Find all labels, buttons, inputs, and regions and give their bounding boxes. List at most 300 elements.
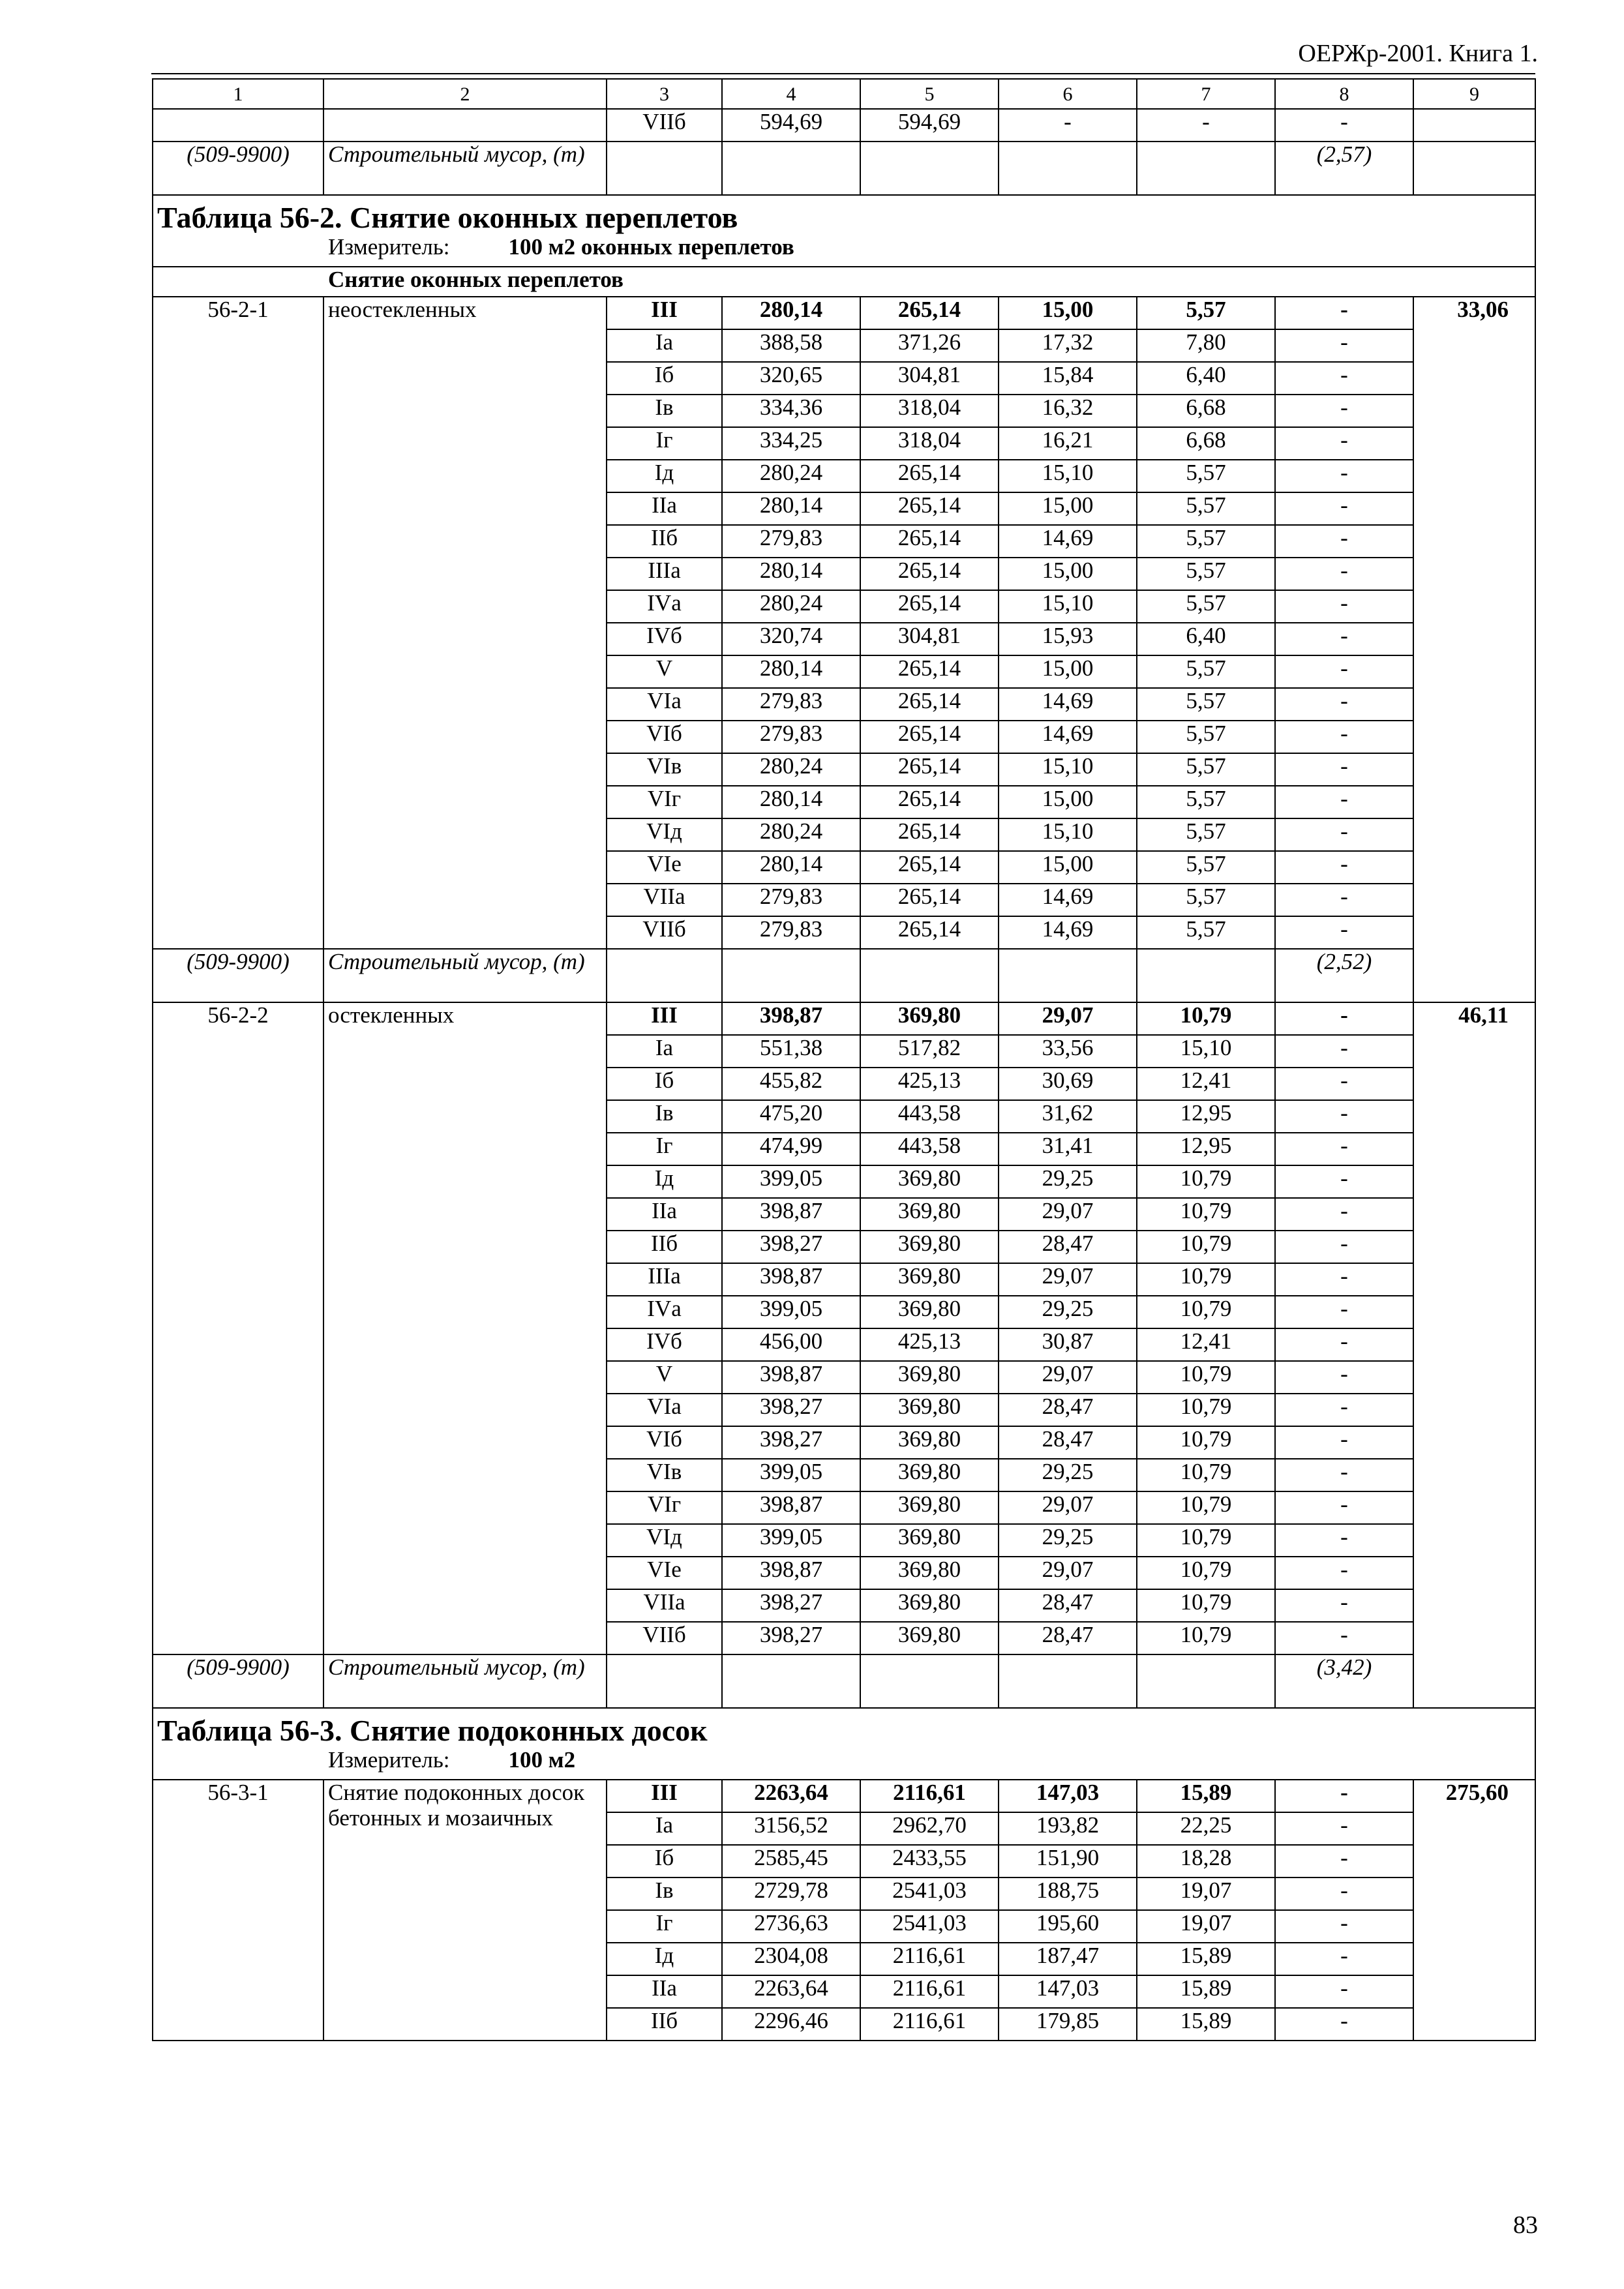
value-cell-v4: 551,38 bbox=[722, 1035, 860, 1068]
total-cell: 33,06 bbox=[1413, 297, 1535, 1002]
value-cell-v4: 398,87 bbox=[722, 1002, 860, 1035]
value-cell-v7: 18,28 bbox=[1137, 1845, 1275, 1878]
zone-cell: IIа bbox=[607, 492, 722, 525]
waste-row bbox=[153, 949, 1535, 1002]
value-cell-v7: 5,57 bbox=[1137, 721, 1275, 753]
column-number: 7 bbox=[1137, 79, 1275, 109]
waste-value bbox=[1275, 1654, 1413, 1708]
value-cell-v8: - bbox=[1275, 655, 1413, 688]
value-cell-v4: 3156,52 bbox=[722, 1812, 860, 1845]
item-code: 56-2-1 bbox=[153, 297, 323, 949]
value-cell-v5: 443,58 bbox=[860, 1100, 999, 1133]
empty-cell bbox=[722, 949, 860, 1002]
zone-cell: VIIа bbox=[607, 1589, 722, 1622]
zone-cell: Iв bbox=[607, 1100, 722, 1133]
total-cell: 275,60 bbox=[1413, 1780, 1535, 2041]
measure-label: Измеритель: bbox=[328, 235, 450, 260]
zone-cell: Iд bbox=[607, 1943, 722, 1975]
column-number: 4 bbox=[722, 79, 860, 109]
value-cell-v4: 280,14 bbox=[722, 655, 860, 688]
value-cell-v4: 594,69 bbox=[722, 109, 860, 142]
zone-cell: V bbox=[607, 1361, 722, 1394]
value-cell-v7: 5,57 bbox=[1137, 916, 1275, 949]
value-cell-v8: - bbox=[1275, 1328, 1413, 1361]
zone-cell: IIIа bbox=[607, 558, 722, 590]
waste-code bbox=[153, 949, 323, 1002]
code-cell bbox=[153, 109, 323, 142]
value-cell-v8: - bbox=[1275, 753, 1413, 786]
value-cell-v7: 10,79 bbox=[1137, 1002, 1275, 1035]
column-number: 2 bbox=[323, 79, 607, 109]
zone-cell: Iб bbox=[607, 362, 722, 395]
zone-cell: IVа bbox=[607, 1296, 722, 1328]
zone-cell: VIг bbox=[607, 1491, 722, 1524]
value-cell-v8: - bbox=[1275, 1622, 1413, 1654]
value-cell-v6: - bbox=[999, 109, 1137, 142]
value-cell-v5: 265,14 bbox=[860, 786, 999, 818]
waste-code bbox=[153, 142, 323, 195]
value-cell-v8: - bbox=[1275, 1035, 1413, 1068]
column-number: 8 bbox=[1275, 79, 1413, 109]
zone-cell: Iд bbox=[607, 460, 722, 492]
value-cell-v7: 10,79 bbox=[1137, 1459, 1275, 1491]
value-cell-v4: 280,24 bbox=[722, 460, 860, 492]
value-cell-v8: - bbox=[1275, 2008, 1413, 2041]
value-cell-v4: 398,87 bbox=[722, 1263, 860, 1296]
value-cell-v7: 6,40 bbox=[1137, 623, 1275, 655]
value-cell-v4: 474,99 bbox=[722, 1133, 860, 1165]
value-cell-v7: 5,57 bbox=[1137, 460, 1275, 492]
value-cell-v8: - bbox=[1275, 1426, 1413, 1459]
value-cell-v5: 265,14 bbox=[860, 655, 999, 688]
measure-row bbox=[153, 235, 1535, 267]
value-cell-v4: 2736,63 bbox=[722, 1910, 860, 1943]
value-cell-v7: 6,68 bbox=[1137, 395, 1275, 427]
value-cell-v8: - bbox=[1275, 1910, 1413, 1943]
empty-cell bbox=[999, 949, 1137, 1002]
value-cell-v4: 280,14 bbox=[722, 851, 860, 884]
value-cell-v4: 398,27 bbox=[722, 1426, 860, 1459]
column-number: 5 bbox=[860, 79, 999, 109]
zone-cell: VIе bbox=[607, 851, 722, 884]
name-cell bbox=[323, 109, 607, 142]
value-cell-v4: 455,82 bbox=[722, 1068, 860, 1100]
value-cell-v6: 30,69 bbox=[999, 1068, 1137, 1100]
measure-label: Измеритель: bbox=[328, 1748, 450, 1773]
empty-cell bbox=[607, 1654, 722, 1708]
value-cell-v5: 265,14 bbox=[860, 492, 999, 525]
value-cell-v8: - bbox=[1275, 1780, 1413, 1812]
value-cell-v6: 15,00 bbox=[999, 786, 1137, 818]
zone-cell: Iг bbox=[607, 427, 722, 460]
value-cell-v7: 5,57 bbox=[1137, 590, 1275, 623]
value-cell-v5: 265,14 bbox=[860, 916, 999, 949]
empty-cell bbox=[999, 1654, 1137, 1708]
zone-cell: Iа bbox=[607, 1035, 722, 1068]
value-cell-v7: 10,79 bbox=[1137, 1557, 1275, 1589]
value-cell-v5: 2541,03 bbox=[860, 1878, 999, 1910]
value-cell-v6: 14,69 bbox=[999, 916, 1137, 949]
zone-cell: IVб bbox=[607, 623, 722, 655]
value-cell-v5: 369,80 bbox=[860, 1589, 999, 1622]
value-cell-v8: - bbox=[1275, 818, 1413, 851]
value-cell-v4: 398,87 bbox=[722, 1198, 860, 1231]
measure-unit: 100 м2 оконных переплетов bbox=[508, 235, 794, 260]
zone-cell: Iб bbox=[607, 1845, 722, 1878]
value-cell-v7: 5,57 bbox=[1137, 492, 1275, 525]
zone-cell: IIа bbox=[607, 1198, 722, 1231]
value-cell-v5: 369,80 bbox=[860, 1296, 999, 1328]
empty-cell bbox=[999, 142, 1137, 195]
value-cell-v5: 2116,61 bbox=[860, 1943, 999, 1975]
waste-name-text: Строительный мусор, (т) bbox=[328, 949, 585, 974]
value-cell-v6: 29,07 bbox=[999, 1263, 1137, 1296]
value-cell-v6: 193,82 bbox=[999, 1812, 1137, 1845]
value-cell-v5: 371,26 bbox=[860, 329, 999, 362]
value-cell-v7: 12,95 bbox=[1137, 1133, 1275, 1165]
subheading bbox=[153, 267, 1535, 297]
value-cell-v8: - bbox=[1275, 460, 1413, 492]
value-cell-v5: 369,80 bbox=[860, 1622, 999, 1654]
table-title: Таблица 56-3. Снятие подоконных досок bbox=[153, 1708, 1535, 1748]
value-cell-v8: - bbox=[1275, 1198, 1413, 1231]
value-cell-v8: - bbox=[1275, 1943, 1413, 1975]
value-cell-v4: 2729,78 bbox=[722, 1878, 860, 1910]
rates-table bbox=[152, 78, 1536, 2041]
zone-cell: III bbox=[607, 297, 722, 329]
item-name: остекленных bbox=[323, 1002, 607, 1654]
value-cell-v6: 28,47 bbox=[999, 1589, 1137, 1622]
value-cell-v5: 265,14 bbox=[860, 688, 999, 721]
zone-cell: IIIа bbox=[607, 1263, 722, 1296]
value-cell-v8: - bbox=[1275, 1394, 1413, 1426]
zone-cell: VIб bbox=[607, 1426, 722, 1459]
value-cell-v5: 265,14 bbox=[860, 558, 999, 590]
empty-cell bbox=[1413, 142, 1535, 195]
waste-name-text: Строительный мусор, (т) bbox=[328, 1654, 585, 1680]
value-cell-v5: 369,80 bbox=[860, 1002, 999, 1035]
waste-name-text: Строительный мусор, (т) bbox=[328, 142, 585, 167]
value-cell-v6: 29,07 bbox=[999, 1198, 1137, 1231]
value-cell-v7: 15,89 bbox=[1137, 1943, 1275, 1975]
waste-row bbox=[153, 1654, 1535, 1708]
value-cell-v8: - bbox=[1275, 1133, 1413, 1165]
table-title-row bbox=[153, 195, 1535, 235]
zone-cell: IVб bbox=[607, 1328, 722, 1361]
value-cell-v4: 398,27 bbox=[722, 1394, 860, 1426]
zone-cell: IIб bbox=[607, 1231, 722, 1263]
value-cell-v6: 15,10 bbox=[999, 818, 1137, 851]
value-cell-v6: 28,47 bbox=[999, 1426, 1137, 1459]
value-cell-v6: 14,69 bbox=[999, 721, 1137, 753]
zone-cell: VIв bbox=[607, 1459, 722, 1491]
empty-cell bbox=[1137, 142, 1275, 195]
value-cell-v7: 10,79 bbox=[1137, 1524, 1275, 1557]
value-cell-v8: - bbox=[1275, 362, 1413, 395]
zone-cell: VIа bbox=[607, 1394, 722, 1426]
value-cell-v4: 2304,08 bbox=[722, 1943, 860, 1975]
empty-cell bbox=[860, 142, 999, 195]
value-cell-v8: - bbox=[1275, 786, 1413, 818]
value-cell-v8: - bbox=[1275, 1296, 1413, 1328]
value-cell-v8: - bbox=[1275, 1002, 1413, 1035]
value-cell-v4: 2263,64 bbox=[722, 1975, 860, 2008]
value-cell-v7: 10,79 bbox=[1137, 1198, 1275, 1231]
table-row bbox=[153, 297, 1535, 329]
value-cell-v5: 425,13 bbox=[860, 1068, 999, 1100]
measure-line bbox=[153, 1748, 1535, 1780]
value-cell-v4: 279,83 bbox=[722, 688, 860, 721]
zone-cell: VIа bbox=[607, 688, 722, 721]
table-row bbox=[153, 1002, 1535, 1035]
table-row bbox=[153, 1780, 1535, 1812]
empty-cell bbox=[607, 949, 722, 1002]
empty-cell bbox=[1137, 949, 1275, 1002]
value-cell-v6: 29,07 bbox=[999, 1002, 1137, 1035]
zone-cell: VIд bbox=[607, 818, 722, 851]
value-cell-v6: 14,69 bbox=[999, 525, 1137, 558]
value-cell-v4: 279,83 bbox=[722, 525, 860, 558]
value-cell-v5: 318,04 bbox=[860, 395, 999, 427]
value-cell-v6: 29,07 bbox=[999, 1557, 1137, 1589]
empty-cell bbox=[722, 142, 860, 195]
zone-cell: IIа bbox=[607, 1975, 722, 2008]
value-cell-v8: - bbox=[1275, 851, 1413, 884]
value-cell-v6: 188,75 bbox=[999, 1878, 1137, 1910]
value-cell-v7: 5,57 bbox=[1137, 558, 1275, 590]
zone-cell: VIб bbox=[607, 721, 722, 753]
value-cell-v7: 5,57 bbox=[1137, 525, 1275, 558]
zone-cell: Iа bbox=[607, 329, 722, 362]
value-cell-v6: 14,69 bbox=[999, 884, 1137, 916]
value-cell-v4: 280,24 bbox=[722, 753, 860, 786]
zone-cell: Iв bbox=[607, 395, 722, 427]
value-cell-v6: 15,00 bbox=[999, 492, 1137, 525]
waste-name bbox=[323, 1654, 607, 1708]
value-cell-v4: 280,24 bbox=[722, 818, 860, 851]
value-cell-v4: 398,27 bbox=[722, 1622, 860, 1654]
value-cell-v5: 594,69 bbox=[860, 109, 999, 142]
value-cell-v8: - bbox=[1275, 1589, 1413, 1622]
value-cell-v5: 265,14 bbox=[860, 460, 999, 492]
value-cell-v8: - bbox=[1275, 721, 1413, 753]
value-cell-v8: - bbox=[1275, 884, 1413, 916]
zone-cell: VIд bbox=[607, 1524, 722, 1557]
zone-cell: IIб bbox=[607, 2008, 722, 2041]
value-cell-v7: 5,57 bbox=[1137, 851, 1275, 884]
column-number: 9 bbox=[1413, 79, 1535, 109]
value-cell-v7: 10,79 bbox=[1137, 1296, 1275, 1328]
measure-unit: 100 м2 bbox=[508, 1748, 576, 1773]
value-cell-v8: - bbox=[1275, 525, 1413, 558]
value-cell-v7: 19,07 bbox=[1137, 1878, 1275, 1910]
value-cell-v4: 279,83 bbox=[722, 721, 860, 753]
value-cell-v5: 2116,61 bbox=[860, 1975, 999, 2008]
value-cell-v6: 31,41 bbox=[999, 1133, 1137, 1165]
value-cell-v4: 280,14 bbox=[722, 492, 860, 525]
zone-cell: Iа bbox=[607, 1812, 722, 1845]
value-cell-v7: 10,79 bbox=[1137, 1426, 1275, 1459]
value-cell-v4: 2585,45 bbox=[722, 1845, 860, 1878]
waste-name bbox=[323, 949, 607, 1002]
value-cell-v6: 151,90 bbox=[999, 1845, 1137, 1878]
value-cell-v7: 12,41 bbox=[1137, 1068, 1275, 1100]
item-code: 56-3-1 bbox=[153, 1780, 323, 2041]
value-cell-v5: 265,14 bbox=[860, 721, 999, 753]
value-cell-v5: 2962,70 bbox=[860, 1812, 999, 1845]
zone-cell: VIе bbox=[607, 1557, 722, 1589]
value-cell-v4: 279,83 bbox=[722, 884, 860, 916]
value-cell-v8: - bbox=[1275, 1524, 1413, 1557]
value-cell-v6: 29,25 bbox=[999, 1296, 1137, 1328]
value-cell-v7: 5,57 bbox=[1137, 786, 1275, 818]
value-cell-v7: 7,80 bbox=[1137, 329, 1275, 362]
value-cell-v6: 29,07 bbox=[999, 1361, 1137, 1394]
value-cell-v8: - bbox=[1275, 1878, 1413, 1910]
value-cell-v8: - bbox=[1275, 1812, 1413, 1845]
value-cell-v5: 369,80 bbox=[860, 1557, 999, 1589]
value-cell-v4: 399,05 bbox=[722, 1459, 860, 1491]
value-cell-v8: - bbox=[1275, 623, 1413, 655]
column-number-row bbox=[153, 79, 1535, 109]
value-cell-v8: - bbox=[1275, 329, 1413, 362]
value-cell-v7: 5,57 bbox=[1137, 753, 1275, 786]
value-cell-v4: 334,36 bbox=[722, 395, 860, 427]
value-cell-v7: 15,89 bbox=[1137, 1975, 1275, 2008]
value-cell-v8: - bbox=[1275, 558, 1413, 590]
zone-cell: Iг bbox=[607, 1133, 722, 1165]
value-cell-v5: 369,80 bbox=[860, 1361, 999, 1394]
value-cell-v7: 10,79 bbox=[1137, 1263, 1275, 1296]
value-cell-v8: - bbox=[1275, 395, 1413, 427]
value-cell-v6: 31,62 bbox=[999, 1100, 1137, 1133]
value-cell-v5: 369,80 bbox=[860, 1459, 999, 1491]
value-cell-v5: 443,58 bbox=[860, 1133, 999, 1165]
waste-code-text: (509-9900) bbox=[187, 949, 290, 974]
value-cell-v6: 179,85 bbox=[999, 2008, 1137, 2041]
value-cell-v7: 12,41 bbox=[1137, 1328, 1275, 1361]
value-cell-v5: 265,14 bbox=[860, 297, 999, 329]
value-cell-v5: 369,80 bbox=[860, 1263, 999, 1296]
value-cell-v5: 265,14 bbox=[860, 590, 999, 623]
empty-cell bbox=[860, 1654, 999, 1708]
value-cell-v6: 16,21 bbox=[999, 427, 1137, 460]
value-cell-v7: 6,40 bbox=[1137, 362, 1275, 395]
value-cell-v7: 5,57 bbox=[1137, 884, 1275, 916]
value-cell-v7: 15,89 bbox=[1137, 2008, 1275, 2041]
value-cell-v4: 2263,64 bbox=[722, 1780, 860, 1812]
value-cell-v7: 10,79 bbox=[1137, 1394, 1275, 1426]
value-cell-v5: 265,14 bbox=[860, 884, 999, 916]
value-cell-v4: 475,20 bbox=[722, 1100, 860, 1133]
value-cell-v6: 29,25 bbox=[999, 1524, 1137, 1557]
item-code: 56-2-2 bbox=[153, 1002, 323, 1654]
value-cell-v4: 334,25 bbox=[722, 427, 860, 460]
value-cell-v6: 29,25 bbox=[999, 1165, 1137, 1198]
value-cell-v7: 10,79 bbox=[1137, 1622, 1275, 1654]
value-cell-v6: 147,03 bbox=[999, 1975, 1137, 2008]
value-cell-v6: 15,93 bbox=[999, 623, 1137, 655]
value-cell-v8: - bbox=[1275, 1491, 1413, 1524]
column-number: 1 bbox=[153, 79, 323, 109]
value-cell-v4: 280,14 bbox=[722, 297, 860, 329]
value-cell-v4: 388,58 bbox=[722, 329, 860, 362]
value-cell-v4: 398,87 bbox=[722, 1491, 860, 1524]
column-number: 6 bbox=[999, 79, 1137, 109]
waste-code-text: (509-9900) bbox=[187, 142, 290, 167]
running-header: ОЕРЖр-2001. Книга 1. bbox=[1298, 40, 1538, 67]
zone-cell: VIIб bbox=[607, 109, 722, 142]
value-cell-v7: 12,95 bbox=[1137, 1100, 1275, 1133]
value-cell-v4: 398,87 bbox=[722, 1557, 860, 1589]
waste-code bbox=[153, 1654, 323, 1708]
value-cell-v5: 2116,61 bbox=[860, 2008, 999, 2041]
value-cell-v5: 318,04 bbox=[860, 427, 999, 460]
measure-row bbox=[153, 1748, 1535, 1780]
value-cell-v6: 15,00 bbox=[999, 851, 1137, 884]
value-cell-v7: 5,57 bbox=[1137, 818, 1275, 851]
value-cell-v7: 15,10 bbox=[1137, 1035, 1275, 1068]
waste-value bbox=[1275, 949, 1413, 1002]
value-cell-v8: - bbox=[1275, 1975, 1413, 2008]
value-cell-v8: - bbox=[1275, 1361, 1413, 1394]
value-cell-v6: 195,60 bbox=[999, 1910, 1137, 1943]
value-cell-v7: - bbox=[1137, 109, 1275, 142]
value-cell-v8: - bbox=[1275, 1068, 1413, 1100]
table-title-row bbox=[153, 1708, 1535, 1748]
total-cell: 46,11 bbox=[1413, 1002, 1535, 1708]
value-cell-v5: 304,81 bbox=[860, 623, 999, 655]
value-cell-v5: 265,14 bbox=[860, 818, 999, 851]
value-cell-v5: 265,14 bbox=[860, 851, 999, 884]
subheading-row bbox=[153, 267, 1535, 297]
value-cell-v7: 5,57 bbox=[1137, 655, 1275, 688]
value-cell-v7: 6,68 bbox=[1137, 427, 1275, 460]
zone-cell: IVа bbox=[607, 590, 722, 623]
zone-cell: Iб bbox=[607, 1068, 722, 1100]
value-cell-v5: 369,80 bbox=[860, 1231, 999, 1263]
value-cell-v7: 5,57 bbox=[1137, 297, 1275, 329]
value-cell-v4: 398,27 bbox=[722, 1231, 860, 1263]
value-cell-v5: 369,80 bbox=[860, 1198, 999, 1231]
value-cell-v4: 398,27 bbox=[722, 1589, 860, 1622]
value-cell-v5: 2541,03 bbox=[860, 1910, 999, 1943]
value-cell-v6: 29,25 bbox=[999, 1459, 1137, 1491]
zone-cell: VIг bbox=[607, 786, 722, 818]
zone-cell: Iд bbox=[607, 1165, 722, 1198]
value-cell-v5: 369,80 bbox=[860, 1394, 999, 1426]
value-cell-v5: 369,80 bbox=[860, 1491, 999, 1524]
waste-value bbox=[1275, 142, 1413, 195]
value-cell-v7: 10,79 bbox=[1137, 1361, 1275, 1394]
value-cell-v5: 265,14 bbox=[860, 525, 999, 558]
value-cell-v6: 16,32 bbox=[999, 395, 1137, 427]
value-cell-v8: - bbox=[1275, 109, 1413, 142]
zone-cell: VIIа bbox=[607, 884, 722, 916]
empty-cell bbox=[607, 142, 722, 195]
waste-code-text: (509-9900) bbox=[187, 1654, 290, 1680]
value-cell-v8: - bbox=[1275, 297, 1413, 329]
value-cell-v8: - bbox=[1275, 916, 1413, 949]
value-cell-v7: 15,89 bbox=[1137, 1780, 1275, 1812]
empty-cell bbox=[722, 1654, 860, 1708]
value-cell-v5: 369,80 bbox=[860, 1165, 999, 1198]
value-cell-v8: - bbox=[1275, 688, 1413, 721]
value-cell-v8: - bbox=[1275, 1557, 1413, 1589]
value-cell-v6: 15,10 bbox=[999, 753, 1137, 786]
value-cell-v5: 517,82 bbox=[860, 1035, 999, 1068]
value-cell-v5: 2433,55 bbox=[860, 1845, 999, 1878]
